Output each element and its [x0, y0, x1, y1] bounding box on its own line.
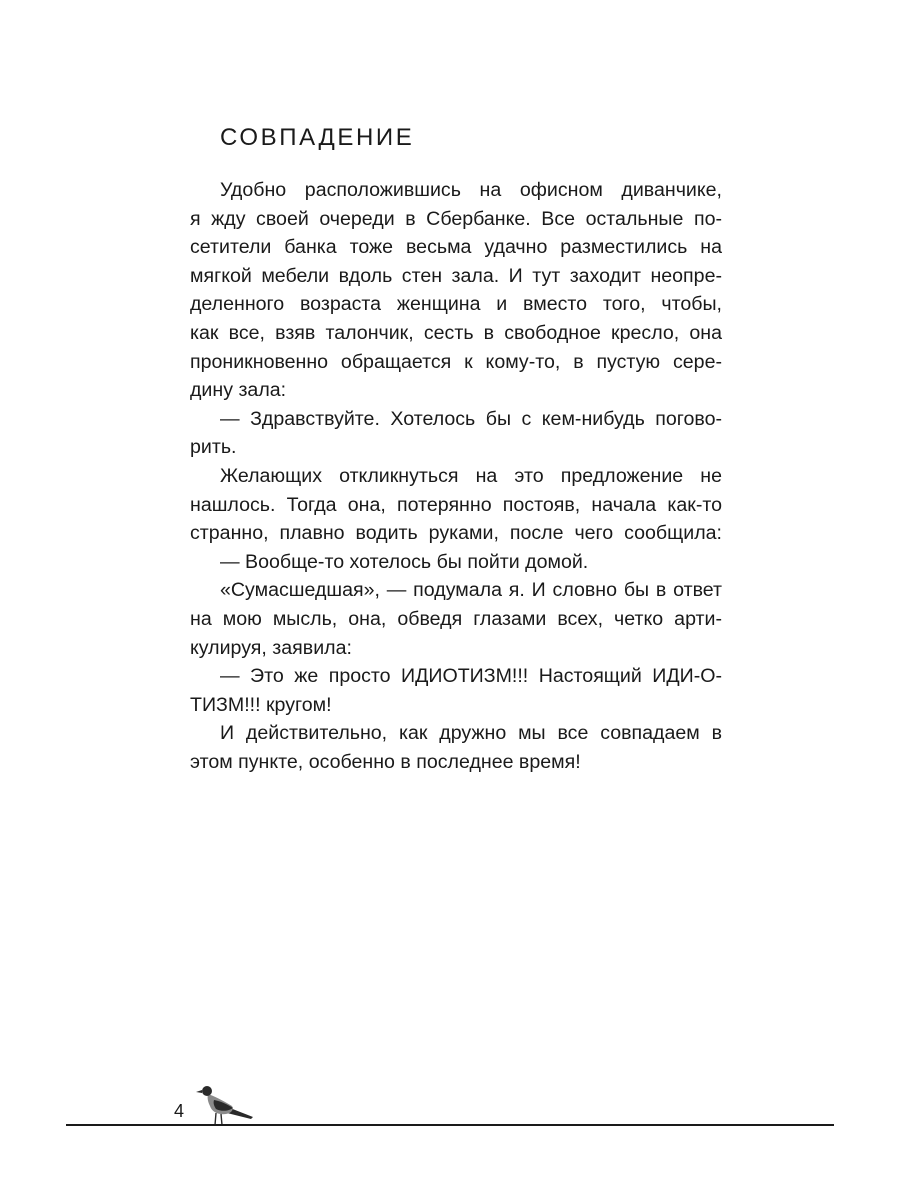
footer-rule: [66, 1124, 834, 1126]
text-line: я жду своей очереди в Сбербанке. Все остальные по-: [190, 207, 722, 230]
crow-icon: [196, 1082, 254, 1128]
page-number: 4: [174, 1101, 185, 1121]
text-line: Удобно расположившись на офисном диванчике,: [220, 179, 722, 201]
text-line: ТИЗМ!!! кругом!: [190, 693, 332, 716]
text-line: — Это же просто ИДИОТИЗМ!!! Настоящий ИДИ-О-: [220, 665, 722, 688]
text-line: рить.: [190, 436, 237, 459]
chapter-body: [190, 176, 722, 776]
text-line: сетители банка тоже весьма удачно разместились на: [190, 236, 722, 259]
text-line: нашлось. Тогда она, потерянно постояв, начала как-то: [190, 493, 722, 516]
text-line: как все, взяв талончик, сесть в свободное кресло, она: [190, 321, 722, 344]
text-line: Желающих откликнуться на это предложение не: [220, 464, 722, 487]
text-line: И действительно, как дружно мы все совпадаем в: [220, 722, 722, 745]
text-line: «Сумасшедшая», — подумала я. И словно бы в ответ: [220, 579, 722, 602]
text-line: этом пункте, особенно в последнее время!: [190, 750, 581, 773]
text-line: — Здравствуйте. Хотелось бы с кем-нибудь погово-: [220, 407, 722, 430]
text-line: дину зала:: [190, 379, 287, 402]
text-line: мягкой мебели вдоль стен зала. И тут заходит неопре-: [190, 264, 722, 287]
text-line: странно, плавно водить руками, после чего сообщила:: [190, 522, 722, 545]
text-line: деленного возраста женщина и вместо того, чтобы,: [190, 293, 722, 316]
text-line: проникновенно обращается к кому-то, в пустую сере-: [190, 350, 722, 373]
text-line: кулируя, заявила:: [190, 636, 352, 659]
chapter-title: СОВПАДЕНИЕ: [220, 124, 415, 151]
text-line: на мою мысль, она, обведя глазами всех, четко арти-: [190, 607, 722, 630]
text-line: — Вообще-то хотелось бы пойти домой.: [220, 550, 589, 573]
